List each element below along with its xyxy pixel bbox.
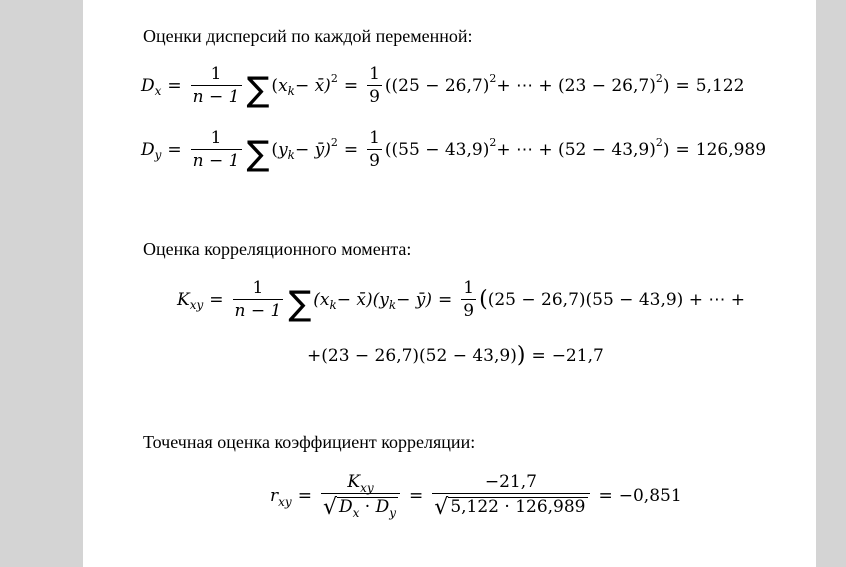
minus-mean: − ȳ) bbox=[294, 139, 331, 160]
kxy-lhs: K bbox=[177, 289, 190, 310]
power: 2 bbox=[330, 135, 338, 149]
fraction-numerator: 1 bbox=[252, 278, 264, 298]
sum-sign: ∑ bbox=[288, 284, 312, 324]
fraction-denominator bbox=[432, 494, 589, 519]
equals-sign: = bbox=[343, 139, 359, 160]
fraction-denominator: n − 1 bbox=[192, 151, 240, 171]
equals-sign: = bbox=[297, 486, 312, 506]
paren: ) bbox=[516, 343, 526, 368]
var-x: x bbox=[278, 75, 288, 96]
kxy-line2: +(23 − 26,7)(52 − 43,9) bbox=[307, 345, 517, 366]
power: 2 bbox=[655, 71, 663, 85]
paren: ( bbox=[271, 75, 279, 96]
dy-symbol-sub: y bbox=[389, 506, 397, 520]
fraction-numerator: 1 bbox=[463, 278, 475, 298]
kxy-body-mid: − x̄)(y bbox=[336, 289, 389, 310]
kxy-formula-line2 bbox=[307, 345, 604, 367]
power: 2 bbox=[330, 71, 338, 85]
dx-fraction bbox=[191, 66, 242, 106]
equals-sign: = bbox=[531, 345, 546, 366]
kxy-formula-line1 bbox=[177, 278, 746, 324]
rxy-numeric-fraction bbox=[432, 474, 589, 519]
dx-symbol: D bbox=[338, 497, 353, 517]
dy-symbol: D bbox=[375, 497, 390, 517]
sqrt bbox=[323, 497, 398, 519]
dx-lhs: D bbox=[141, 75, 155, 96]
paren: ( bbox=[479, 287, 488, 312]
dx-result: 5,122 bbox=[695, 75, 745, 96]
expansion-last: + ⋯ + (52 − 43,9) bbox=[496, 139, 656, 160]
kxy-lhs-sub: xy bbox=[189, 298, 204, 312]
kxy-result: −21,7 bbox=[551, 345, 604, 366]
fraction-numerator bbox=[345, 474, 375, 493]
radical-sign: √ bbox=[434, 495, 449, 520]
power: 2 bbox=[655, 135, 663, 149]
dy-lhs-sub: y bbox=[154, 148, 162, 162]
fraction-numerator: −21,7 bbox=[484, 472, 537, 492]
rxy-formula bbox=[270, 474, 682, 519]
dx-lhs-sub: x bbox=[154, 84, 162, 98]
kxy-fraction bbox=[233, 280, 284, 320]
dy-fraction-ninth bbox=[367, 130, 382, 170]
var-sub: k bbox=[287, 148, 295, 162]
power: 2 bbox=[489, 71, 497, 85]
sum-sign: ∑ bbox=[246, 70, 270, 110]
sum-sign: ∑ bbox=[246, 134, 270, 174]
variance-heading: Оценки дисперсий по каждой переменной: bbox=[143, 26, 473, 46]
expansion-last: + ⋯ + (23 − 26,7) bbox=[496, 75, 656, 96]
var-sub: k bbox=[287, 84, 295, 98]
power: 2 bbox=[489, 135, 497, 149]
rxy-lhs-sub: xy bbox=[278, 494, 292, 509]
fraction-denominator: 9 bbox=[369, 151, 380, 171]
rxy-result: −0,851 bbox=[618, 486, 682, 506]
dy-result: 126,989 bbox=[695, 139, 767, 160]
minus-mean: − x̄) bbox=[294, 75, 331, 96]
fraction-denominator: 9 bbox=[369, 87, 380, 107]
equals-sign: = bbox=[675, 75, 690, 96]
dy-formula bbox=[141, 128, 767, 174]
equals-sign: = bbox=[167, 139, 182, 160]
document-page bbox=[83, 0, 816, 567]
paren: ( bbox=[271, 139, 279, 160]
kxy-fraction-ninth bbox=[461, 280, 476, 320]
equals-sign: = bbox=[167, 75, 182, 96]
fraction-numerator: 1 bbox=[369, 64, 380, 84]
fraction-numerator: 1 bbox=[210, 128, 222, 148]
radical-sign: √ bbox=[322, 495, 337, 520]
equals-sign: = bbox=[409, 486, 424, 506]
var-sub: k bbox=[388, 298, 397, 312]
fraction-denominator bbox=[321, 494, 400, 519]
equals-sign: = bbox=[675, 139, 690, 160]
kxy-line1-tail: (25 − 26,7)(55 − 43,9) + ⋯ + bbox=[487, 289, 746, 310]
rxy-lhs: r bbox=[270, 486, 279, 506]
correlation-heading: Точечная оценка коэффициент корреляции: bbox=[143, 432, 476, 452]
fraction-numerator: 1 bbox=[369, 128, 380, 148]
equals-sign: = bbox=[343, 75, 359, 96]
dy-fraction bbox=[191, 130, 242, 170]
fraction-numerator: 1 bbox=[210, 64, 222, 84]
fraction-denominator: n − 1 bbox=[192, 87, 240, 107]
dx-formula bbox=[141, 64, 745, 110]
var-y: y bbox=[278, 139, 288, 160]
equals-sign: = bbox=[209, 289, 224, 310]
dot: · bbox=[359, 497, 376, 517]
expansion-first: ((55 − 43,9) bbox=[384, 139, 490, 160]
kxy-symbol: K bbox=[347, 472, 361, 492]
expansion-first: ((25 − 26,7) bbox=[384, 75, 490, 96]
equals-sign: = bbox=[438, 289, 453, 310]
kxy-symbol-sub: xy bbox=[360, 481, 374, 495]
fraction-denominator: n − 1 bbox=[234, 301, 282, 321]
paren: ) bbox=[662, 139, 670, 160]
kxy-body-end: − ȳ) bbox=[396, 289, 433, 310]
fraction-denominator: 9 bbox=[463, 301, 475, 321]
sqrt bbox=[434, 497, 587, 519]
dx-fraction-ninth bbox=[367, 66, 382, 106]
paren: ) bbox=[662, 75, 670, 96]
radicand bbox=[337, 497, 398, 519]
dx-symbol-sub: x bbox=[352, 506, 360, 520]
equals-sign: = bbox=[598, 486, 613, 506]
covariance-heading: Оценка корреляционного момента: bbox=[143, 239, 412, 259]
dy-lhs: D bbox=[141, 139, 155, 160]
rxy-fraction bbox=[321, 474, 400, 519]
kxy-body: (x bbox=[313, 289, 330, 310]
var-sub: k bbox=[329, 298, 337, 312]
radicand: 5,122 · 126,989 bbox=[450, 497, 586, 517]
